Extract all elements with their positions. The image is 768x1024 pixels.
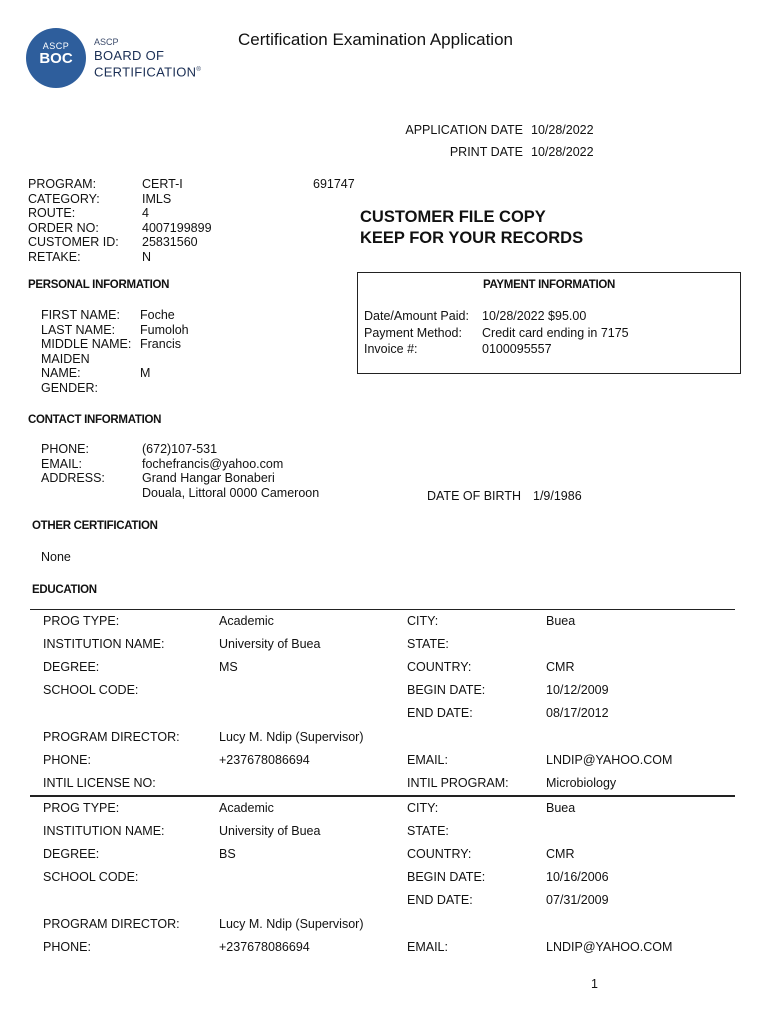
education-row [30, 632, 735, 655]
payment-method-value: Credit card ending in 7175 [482, 325, 629, 340]
education-row [30, 912, 735, 935]
logo-circle-bottom: BOC [39, 50, 73, 67]
education-value-right [533, 632, 735, 655]
education-value-left [206, 866, 394, 889]
education-label-left: DEGREE: [43, 846, 100, 861]
education-label-left: INSTITUTION NAME: [43, 823, 165, 838]
education-label-right: STATE: [407, 823, 449, 838]
other-certification-heading: OTHER CERTIFICATION [32, 520, 158, 532]
route-label: ROUTE: [28, 206, 76, 220]
education-label-left: DEGREE: [43, 659, 100, 674]
education-value-left: Lucy M. Ndip (Supervisor) [219, 729, 364, 744]
education-label-left: PROG TYPE: [43, 800, 120, 815]
education-value-left: Academic [219, 613, 274, 628]
payment-labels [364, 308, 469, 358]
education-value-right: LNDIP@YAHOO.COM [546, 752, 673, 767]
order-no-label: ORDER NO: [28, 220, 99, 235]
date-of-birth-value: 1/9/1986 [533, 489, 582, 503]
personal-labels [41, 308, 131, 395]
phone-label: PHONE: [41, 442, 89, 456]
date-amount-paid-label: Date/Amount Paid: [364, 309, 469, 323]
education-value-left: Lucy M. Ndip (Supervisor) [219, 916, 364, 931]
reference-number: 691747 [313, 177, 355, 191]
category-label: CATEGORY: [28, 191, 100, 206]
invoice-label: Invoice #: [364, 342, 418, 356]
logo-wordmark [94, 35, 201, 79]
education-value-left: Academic [219, 800, 274, 815]
education-label-left: PHONE: [43, 752, 91, 767]
first-name-value: Foche [140, 308, 175, 322]
education-label-right [394, 725, 533, 748]
education-heading: EDUCATION [32, 584, 97, 596]
email-value: fochefrancis@yahoo.com [142, 456, 284, 471]
education-row [30, 609, 735, 632]
document-title: Certification Examination Application [238, 30, 513, 49]
education-label-left: PROGRAM DIRECTOR: [43, 729, 180, 744]
education-value-left: MS [219, 659, 238, 674]
education-row [30, 819, 735, 842]
education-label-right: EMAIL: [407, 939, 448, 954]
education-label-right: BEGIN DATE: [407, 870, 486, 885]
customer-copy-line2: KEEP FOR YOUR RECORDS [360, 229, 584, 247]
education-label-left: SCHOOL CODE: [43, 870, 139, 885]
middle-name-value: Francis [140, 337, 181, 351]
education-label-right: CITY: [407, 800, 439, 815]
education-record-1 [30, 609, 735, 795]
education-row [30, 679, 735, 702]
education-value-left [206, 771, 394, 794]
maiden-label-line1: MAIDEN [41, 351, 90, 366]
payment-info-heading: PAYMENT INFORMATION [482, 279, 616, 291]
page-number: 1 [591, 977, 598, 991]
education-value-left [206, 702, 394, 725]
maiden-label-line2: NAME: [41, 366, 81, 380]
contact-labels [41, 442, 105, 486]
education-row [30, 655, 735, 678]
address-line1: Grand Hangar Bonaberi [142, 471, 275, 485]
education-row [30, 725, 735, 748]
education-label-left: INTIL LICENSE NO: [43, 775, 156, 790]
education-value-left: +237678086694 [219, 752, 310, 767]
gender-value: M [140, 366, 151, 380]
education-value-right [533, 819, 735, 842]
education-value-right: CMR [546, 659, 575, 674]
education-label-left: PROG TYPE: [43, 613, 120, 628]
logo-org-line2: CERTIFICATION [94, 64, 197, 80]
application-date-value: 10/28/2022 [531, 123, 594, 137]
education-value-right: 10/16/2006 [546, 870, 609, 885]
education-row [30, 748, 735, 771]
customer-id-value: 25831560 [142, 235, 198, 249]
route-value: 4 [142, 206, 149, 220]
education-label-left: PHONE: [43, 939, 91, 954]
application-date-label: APPLICATION DATE [405, 123, 523, 137]
education-row [30, 866, 735, 889]
education-label-left [30, 702, 206, 725]
education-value-left [206, 679, 394, 702]
education-value-right: Microbiology [546, 775, 617, 790]
contact-values [142, 442, 319, 500]
logo-org-small: ASCP [94, 37, 119, 47]
education-label-right: END DATE: [407, 706, 473, 721]
education-row [30, 842, 735, 865]
retake-value: N [142, 249, 152, 264]
education-value-right: 08/17/2012 [546, 706, 609, 721]
education-value-left: University of Buea [219, 823, 321, 838]
invoice-value: 0100095557 [482, 342, 552, 356]
last-name-label: LAST NAME: [41, 322, 116, 337]
education-value-left: BS [219, 846, 236, 861]
education-value-right [533, 912, 735, 935]
education-row [30, 889, 735, 912]
order-no-value: 4007199899 [142, 220, 212, 235]
personal-info-heading: PERSONAL INFORMATION [28, 279, 170, 291]
education-row [30, 771, 735, 794]
education-label-right: COUNTRY: [407, 659, 472, 674]
payment-values [482, 308, 629, 358]
first-name-label: FIRST NAME: [41, 308, 120, 322]
education-value-left: University of Buea [219, 636, 321, 651]
email-label: EMAIL: [41, 456, 82, 471]
education-value-right: 07/31/2009 [546, 893, 609, 908]
education-label-right: EMAIL: [407, 752, 448, 767]
phone-value: (672)107-531 [142, 442, 218, 456]
other-certification-value: None [41, 550, 71, 564]
education-value-right [533, 725, 735, 748]
customer-copy-line1: CUSTOMER FILE COPY [360, 208, 546, 226]
education-label-left: SCHOOL CODE: [43, 683, 139, 698]
boc-logo [26, 28, 86, 88]
retake-label: RETAKE: [28, 249, 81, 264]
education-value-right: LNDIP@YAHOO.COM [546, 939, 673, 954]
logo-circle-top: ASCP [42, 41, 70, 51]
education-label-right: INTIL PROGRAM: [407, 775, 509, 790]
middle-name-label: MIDDLE NAME: [41, 337, 132, 351]
education-record-2 [30, 796, 735, 958]
education-label-left: INSTITUTION NAME: [43, 636, 165, 651]
education-value-right: CMR [546, 846, 575, 861]
education-value-right: 10/12/2009 [546, 683, 609, 698]
date-amount-paid-value: 10/28/2022 $95.00 [482, 309, 587, 323]
customer-id-label: CUSTOMER ID: [28, 235, 119, 249]
print-date-label: PRINT DATE [449, 145, 523, 159]
education-label-right: END DATE: [407, 893, 473, 908]
last-name-value: Fumoloh [140, 322, 189, 337]
education-label-right: CITY: [407, 613, 439, 628]
program-label: PROGRAM: [28, 177, 97, 191]
date-of-birth-label: DATE OF BIRTH [427, 489, 521, 503]
education-label-left [30, 889, 206, 912]
education-label-right: STATE: [407, 636, 449, 651]
education-row [30, 702, 735, 725]
payment-method-label: Payment Method: [364, 325, 462, 340]
education-value-right: Buea [546, 800, 576, 815]
education-row [30, 796, 735, 819]
logo-registered: ® [196, 67, 202, 73]
education-label-right [394, 912, 533, 935]
education-label-right: COUNTRY: [407, 846, 472, 861]
education-row [30, 935, 735, 958]
education-value-left [206, 889, 394, 912]
address-line2: Douala, Littoral 0000 Cameroon [142, 485, 320, 500]
personal-values [140, 308, 189, 352]
category-value: IMLS [142, 191, 172, 206]
contact-info-heading: CONTACT INFORMATION [28, 414, 162, 426]
education-label-right: BEGIN DATE: [407, 683, 486, 698]
gender-label: GENDER: [41, 380, 98, 395]
summary-labels [28, 177, 119, 264]
summary-values [142, 177, 212, 264]
logo-org-line1: BOARD OF [94, 48, 165, 63]
education-value-right: Buea [546, 613, 576, 628]
program-value: CERT-I [142, 177, 183, 191]
education-value-left: +237678086694 [219, 939, 310, 954]
print-date-value: 10/28/2022 [531, 145, 594, 159]
address-label: ADDRESS: [41, 471, 105, 485]
education-label-left: PROGRAM DIRECTOR: [43, 916, 180, 931]
